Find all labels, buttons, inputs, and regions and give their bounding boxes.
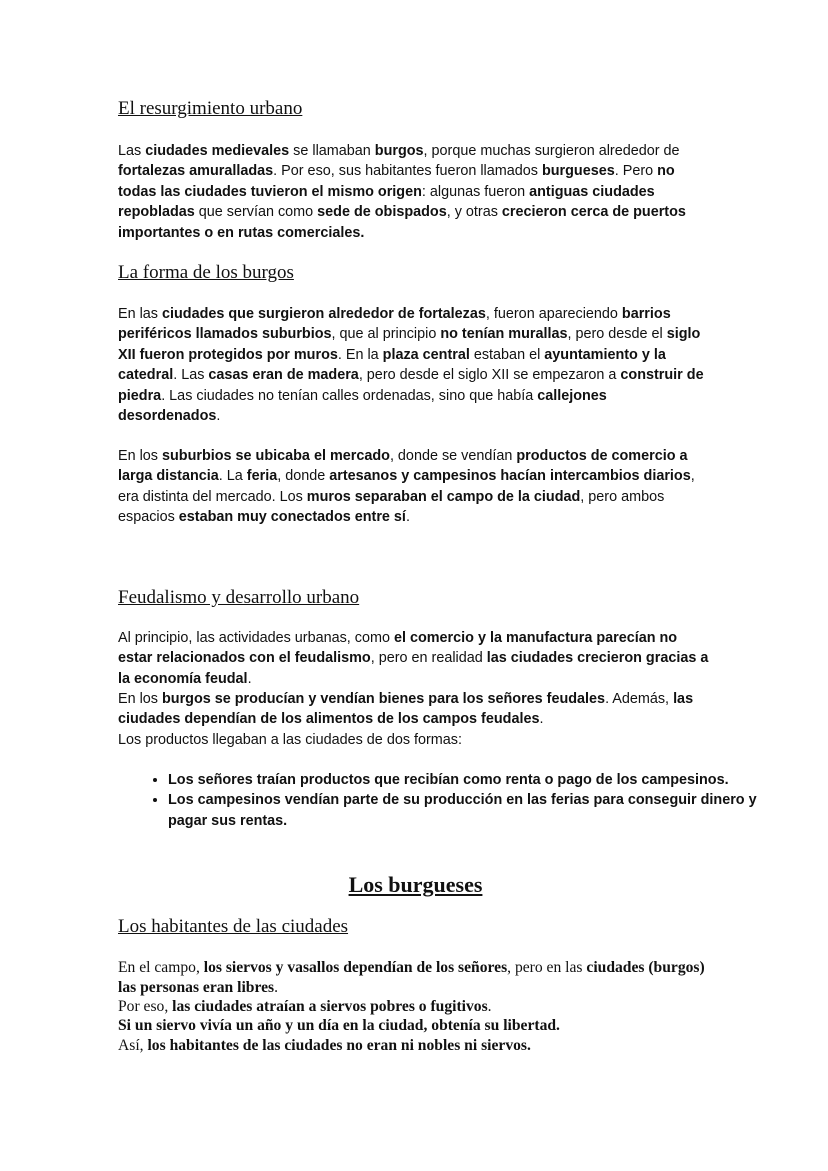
- bold-text: ciudades que surgieron alrededor de fortalezas: [162, 306, 486, 322]
- bold-text: casas eran de madera: [208, 367, 359, 384]
- list-item: • Los señores traían productos que recibían como renta o pago de los campesinos.: [168, 770, 763, 790]
- paragraph: Las ciudades medievales se llamaban burgos, porque muchas surgieron alrededor de fortalezas amuralladas. Por eso, sus habitantes fueron llamados burgueses. Pero no todas las ciudades tuvieron el mismo origen: algunas fueron antiguas ciudades repobladas que servían como sede de obispados, y otras crecieron cerca de puertos importantes o en rutas comerciales.: [118, 143, 686, 241]
- bold-text: no tenían murallas: [440, 326, 568, 343]
- paragraph: Así, los habitantes de las ciudades no eran ni nobles ni siervos.: [118, 1037, 531, 1054]
- bold-text: muros separaban el campo de la ciudad: [306, 488, 581, 505]
- bold-text: barrios periféricos llamados suburbios: [118, 306, 671, 343]
- paragraph: Los productos llegaban a las ciudades de dos formas:: [118, 732, 462, 748]
- bold-text: suburbios se ubicaba el mercado: [162, 448, 390, 464]
- bold-text: productos de comercio a larga distancia: [118, 448, 688, 485]
- bold-text: burgos se producían y vendían bienes para los señores feudales: [162, 691, 606, 707]
- bold-text: las ciudades crecieron gracias a la economía feudal: [118, 650, 709, 687]
- bold-text: las ciudades atraían a siervos pobres o fugitivos: [172, 998, 488, 1015]
- bold-text: ciudades medievales: [145, 143, 290, 159]
- heading-burgueses: Los burgueses: [348, 872, 483, 897]
- paragraph: Al principio, las actividades urbanas, como el comercio y la manufactura parecían no estar relacionados con el feudalismo, pero en realidad las ciudades crecieron gracias a la economía feudal.: [118, 630, 709, 687]
- section-title-feudalismo: Feudalismo y desarrollo urbano: [118, 587, 360, 608]
- bold-text: los siervos y vasallos dependían de los señores: [203, 959, 508, 976]
- bold-text: Si un siervo vivía un año y un día en la ciudad, obtenía su libertad.: [118, 1017, 560, 1034]
- bold-text: antiguas ciudades repobladas: [118, 183, 655, 221]
- bold-text: crecieron cerca de puertos importantes o en rutas comerciales.: [118, 204, 686, 241]
- paragraph: En las ciudades que surgieron alrededor de fortalezas, fueron apareciendo barrios periféricos llamados suburbios, que al principio no tenían murallas, pero desde el siglo XII fueron protegidos por muros. En la plaza central estaban el ayuntamiento y la catedral. Las casas eran de madera, pero desde el siglo XII se empezaron a construir de piedra. Las ciudades no tenían calles ordenadas, sino que había callejones desordenados.: [118, 306, 704, 425]
- bold-text: los habitantes de las ciudades no eran ni nobles ni siervos.: [147, 1037, 531, 1054]
- section-title-forma: La forma de los burgos: [118, 262, 294, 283]
- paragraph: Por eso, las ciudades atraían a siervos pobres o fugitivos.: [118, 998, 492, 1015]
- bold-text: burgueses: [541, 163, 615, 180]
- paragraph: En los burgos se producían y vendían bienes para los señores feudales. Además, las ciudades dependían de los alimentos de los campos feudales.: [118, 691, 694, 728]
- bold-text: callejones desordenados: [118, 387, 607, 425]
- bold-text: el comercio y la manufactura parecían no estar relacionados con el feudalismo: [118, 630, 678, 667]
- section-title-habitantes: Los habitantes de las ciudades: [118, 916, 349, 937]
- bullet-list: [118, 770, 763, 831]
- paragraph: [118, 1016, 713, 1036]
- bold-text: burgos: [374, 143, 424, 159]
- list-item: • Los campesinos vendían parte de su producción en las ferias para conseguir dinero y pagar sus rentas.: [168, 790, 763, 831]
- bold-text: plaza central: [382, 346, 470, 363]
- bold-text: artesanos y campesinos hacían intercambios diarios: [329, 468, 691, 485]
- bold-text: las ciudades dependían de los alimentos de los campos feudales: [118, 691, 694, 728]
- paragraph: En los suburbios se ubicaba el mercado, donde se vendían productos de comercio a larga distancia. La feria, donde artesanos y campesinos hacían intercambios diarios, era distinta del mercado. Los muros separaban el campo de la ciudad, pero ambos espacios estaban muy conectados entre sí.: [118, 448, 695, 526]
- section-title-resurgimiento: El resurgimiento urbano: [118, 98, 303, 119]
- bold-text: ayuntamiento y la catedral: [118, 346, 666, 384]
- bold-text: ciudades (burgos) las personas eran libres: [118, 959, 705, 996]
- bold-text: construir de piedra: [118, 367, 704, 404]
- bold-text: estaban muy conectados entre sí: [178, 509, 406, 526]
- bold-text: feria: [246, 468, 278, 485]
- bold-text: sede de obispados: [317, 204, 447, 221]
- paragraph: En el campo, los siervos y vasallos dependían de los señores, pero en las ciudades (burgos) las personas eran libres.: [118, 959, 705, 996]
- bold-text: siglo XII fueron protegidos por muros: [118, 326, 701, 363]
- bold-text: no todas las ciudades tuvieron el mismo origen: [118, 163, 675, 200]
- bold-text: fortalezas amuralladas: [118, 163, 274, 180]
